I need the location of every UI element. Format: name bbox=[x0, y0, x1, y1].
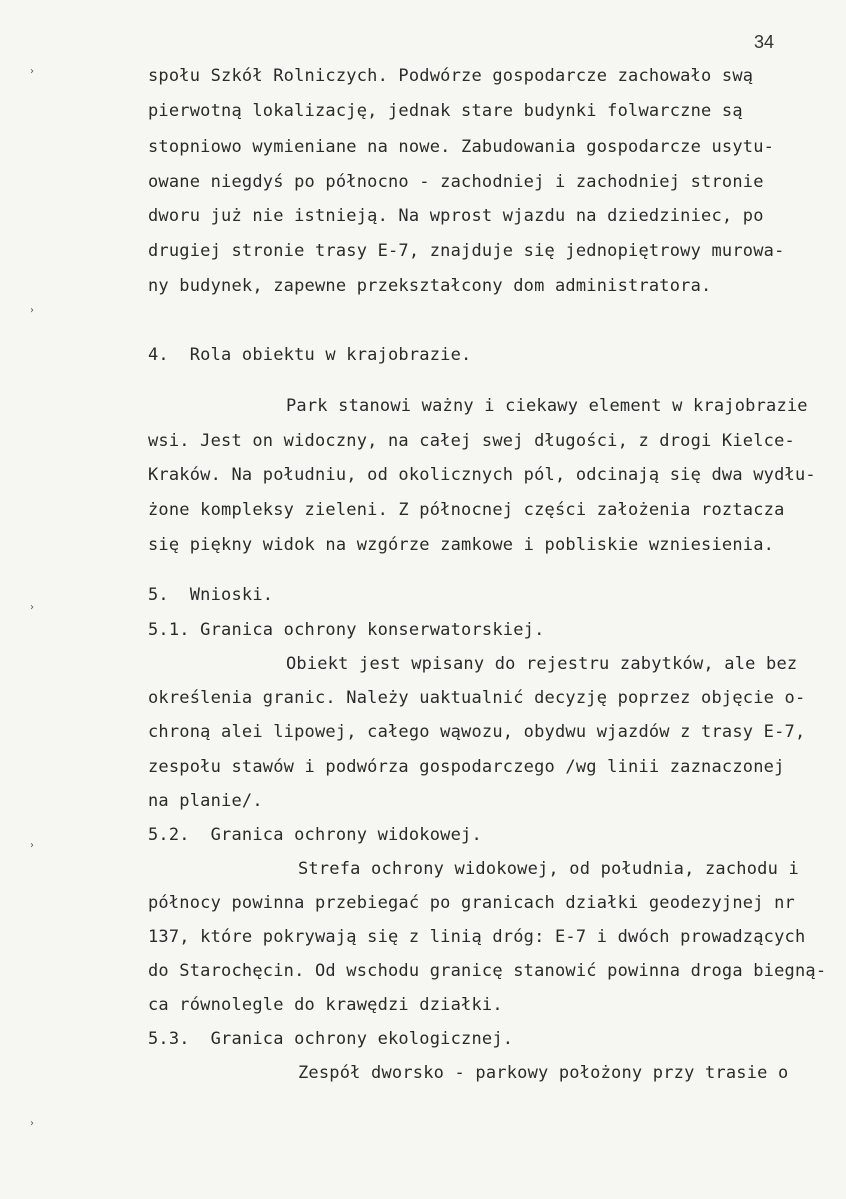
text-line: Obiekt jest wpisany do rejestru zabytków, ale bez bbox=[286, 654, 798, 674]
text-line: Park stanowi ważny i ciekawy element w krajobrazie bbox=[286, 396, 808, 416]
subsection-heading: 5.1. Granica ochrony konserwatorskiej. bbox=[148, 620, 545, 640]
text-line: do Starochęcin. Od wschodu granicę stanowić powinna droga biegną- bbox=[148, 961, 827, 981]
text-line: wsi. Jest on widoczny, na całej swej długości, z drogi Kielce- bbox=[148, 431, 795, 451]
subsection-heading: 5.3. Granica ochrony ekologicznej. bbox=[148, 1029, 514, 1049]
text-line: żone kompleksy zieleni. Z północnej części założenia roztacza bbox=[148, 500, 785, 520]
text-line: zespołu stawów i podwórza gospodarczego /wg linii zaznaczonej bbox=[148, 757, 785, 777]
text-line: Strefa ochrony widokowej, od południa, zachodu i bbox=[298, 859, 799, 879]
margin-mark: › bbox=[30, 66, 34, 77]
text-line: ny budynek, zapewne przekształcony dom administratora. bbox=[148, 276, 712, 296]
text-line: pierwotną lokalizację, jednak stare budynki folwarczne są bbox=[148, 101, 743, 121]
margin-mark: › bbox=[30, 305, 34, 316]
margin-mark: › bbox=[30, 840, 34, 851]
text-line: 137, które pokrywają się z linią dróg: E-7 i dwóch prowadzących bbox=[148, 927, 806, 947]
text-line: chroną alei lipowej, całego wąwozu, obydwu wjazdów z trasy E-7, bbox=[148, 722, 806, 742]
text-line: północy powinna przebiegać po granicach działki geodezyjnej nr bbox=[148, 893, 795, 913]
subsection-heading: 5.2. Granica ochrony widokowej. bbox=[148, 825, 482, 845]
section-heading: 4. Rola obiektu w krajobrazie. bbox=[148, 345, 472, 365]
text-line: dworu już nie istnieją. Na wprost wjazdu na dziedziniec, po bbox=[148, 206, 764, 226]
margin-mark: › bbox=[30, 602, 34, 613]
text-line: drugiej stronie trasy E-7, znajduje się jednopiętrowy murowa- bbox=[148, 241, 785, 261]
text-line: Zespół dworsko - parkowy położony przy trasie o bbox=[298, 1063, 789, 1083]
text-line: się piękny widok na wzgórze zamkowe i pobliskie wzniesienia. bbox=[148, 535, 775, 555]
text-line: owane niegdyś po północno - zachodniej i zachodniej stronie bbox=[148, 172, 764, 192]
text-line: Kraków. Na południu, od okolicznych pól, odcinają się dwa wydłu- bbox=[148, 465, 816, 485]
text-line: określenia granic. Należy uaktualnić decyzję poprzez objęcie o- bbox=[148, 688, 806, 708]
text-line: stopniowo wymieniane na nowe. Zabudowania gospodarcze usytu- bbox=[148, 137, 775, 157]
margin-mark: › bbox=[30, 1118, 34, 1129]
text-line: ca równolegle do krawędzi działki. bbox=[148, 995, 503, 1015]
section-heading: 5. Wnioski. bbox=[148, 585, 274, 605]
text-line: społu Szkół Rolniczych. Podwórze gospodarcze zachowało swą bbox=[148, 66, 754, 86]
page-number: 34 bbox=[754, 32, 775, 52]
text-line: na planie/. bbox=[148, 791, 263, 811]
